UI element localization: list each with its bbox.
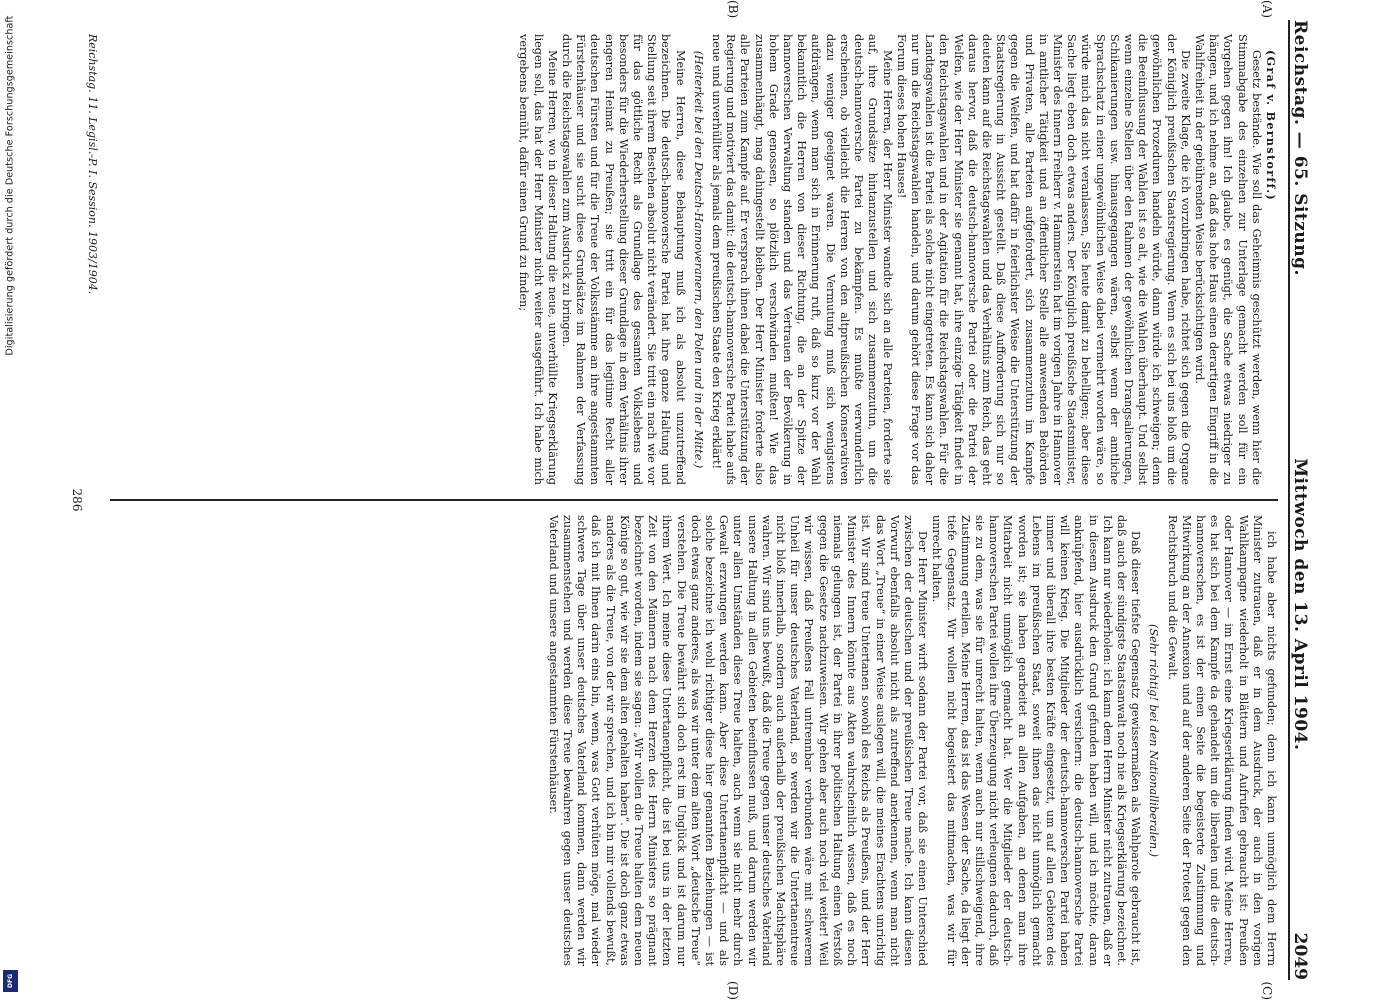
paragraph: Der Herr Minister wirft sodann der Partei vor, daß sie einen Unterschied zwischen der deutschen und der preußischen Treue mache. Ich kann diesen Vorwurf ebenfalls absolut nicht als zutreffend anerkennen, wenn man nicht das Wort „Treue“ in einer Weise auslegen will, die meines Erachtens unrichtig ist. Wir sind treue Untertanen sowohl des Reichs als Preußens, und der Herr Minister des Innern könnte aus Akten wahrscheinlich wissen, daß es noch niemals gelungen ist, der Partei in ihrer politischen Haltung einen Verstoß gegen die Gesetze nachzuweisen. Wir gehen aber auch noch viel weiter! Weil wir wissen, daß Preußens Fall untrennbar verbunden wäre mit schwerem Unheil für unser deutsches Vaterland, so werden wir die Untertanentreue nicht bloß innerhalb, sondern auch außerhalb der preußischen Machtsphäre wahren. Wir sind uns bewußt, daß die Treue gegen unser deutsches Vaterland unsere Haltung in allen Gebieten beeinflussen muß, und darum werden wir unter allen Umständen diese Treue halten, auch wenn sie nicht mehr durch Gewalt erzwungen werden kann. Aber diese Untertanenpflicht — und als solche bezeichne ich wohl richtiger diese hier genannten Beziehungen — ist doch etwas ganz anderes, als was wir unter dem alten Wort „deutsche Treue“ verstehen. Die Treue bewährt sich doch erst im Unglück und ist darum nur ihrem Wert. Ich meine diese Untertanenpflicht, die ist bei uns in der letzten Zeit von den Männern nach dem Herzen des Herrn Ministers so prägnant bezeichnet worden, indem sie sagen: „Wir wollen die Treue halten dem neuen Könige so gut, wie wir sie dem alten gehalten haben“. Die ist doch ganz etwas anderes als die Treue, von der wir sprechen, und ich bin mir vollends bewußt, daß ich mit Ihnen darin eins bin, wenn, was Gott verhüten möge, mal wieder schwere Tage über unser deutsches Vaterland kommen, dann werden wir zusammenstehen und werden diese Treue bewahren gegen unser deutsches Vaterland und unsere angestammten Fürstenhäuser. xyxy=(546,515,930,966)
margin-marker-b: (B) xyxy=(726,0,740,19)
page-header xyxy=(1288,20,1320,980)
paragraph: Gesetz bestände. Wie soll das Geheimnis geschützt werden, wenn hier die Stimmabgabe des einzelnen zur Unterlage gemacht werden soll für ein Vorgehen gegen ihn! Ich glaube, es genügt, die Sache etwas niedriger zu hängen, und ich nehme an, daß das hohe Haus einen derartigen Eingriff in die Wahlfreiheit in der gebührenden Weise berücksichtigen wird. xyxy=(1192,34,1263,485)
right-column xyxy=(110,501,1278,980)
paragraph: Meine Herren, wo in dieser Haltung die neue, unverhüllte Kriegserklärung liegen soll, das hat der Herr Minister nicht weiter ausgeführt. Ich habe mich vergebens bemüht, dafür einen Grund zu finden; xyxy=(517,34,559,485)
footer-page-number: 286 xyxy=(70,488,84,512)
paragraph: Die zweite Klage, die ich vorzubringen habe, richtet sich gegen die Organe der Königlich preußischen Staatsregierung. Wenn es sich bei uns bloß um die gewöhnlichen Prozeduren handeln würde, dann würde ich schweigen; denn die Beeinflussung der Wahlen ist so alt, wie die Wahlen überhaupt. Und selbst wenn einzelne Stellen über den Rahmen der gewöhnlichen Drangsalierungen, Schikanierungen usw. hinausgegangen wären, selbst wenn der amtliche Sprachschatz in einer ungewöhnlichen Weise dabei vermehrt worden wäre, so würde mich das nicht veranlassen, Sie heute damit zu behelligen; aber diese Sache liegt eben doch etwas anders. Der Königlich preußische Staatsminister, Minister des Innern Freiherr v. Hammerstein hat im vorigen Jahre in Hannover in amtlicher Tätigkeit und an öffentlicher Stelle alle anwesenden Behörden und Privaten, alle Parteien aufgefordert, sich zusammenzutun im Kampfe gegen die Welfen, und hat dafür in feierlichster Weise die Unterstützung der Staatsregierung in Aussicht gestellt. Daß diese Aufforderung sich nur so deuten kann auf die Reichstagswahlen und das Verhältnis zum Reich, das geht daraus hervor, daß die deutsch-hannoversche Partei oder die Partei der Welfen, wie der Herr Minister sie genannt hat, ihre einzige Tätigkeit findet in den Reichstagswahlen und in der Agitation für die Reichstagswahlen. Für die Landtagswahlen ist die Partei als solche nicht eingetreten. Es kann sich daher nur um die Reichstagswahlen handeln, und darum gehört diese Frage vor das Forum dieses hohen Hauses! xyxy=(894,34,1192,485)
header-page-number: 2049 xyxy=(1290,932,1310,980)
paragraph: Meine Herren, der Herr Minister wandte sich an alle Parteien, forderte sie auf, ihre Grundsätze hintanzustellen und sich zusammenzutun, um die deutsch-hannoversche Partei zu bekämpfen. Es mußte verwunderlich erscheinen, ob vielleicht die Herren von den altpreußischen Konservativen dazu weniger geeignet waren. Die Vermutung muß sich wenigstens aufdrängen, wenn man sich in Erinnerung ruft, daß so kurz vor der Wahl bekanntlich die Herren von dieser Richtung, die an der Spitze der hannoverschen Verwaltung standen und das Vertrauen der Bevölkerung in hohem Grade genossen, so plötzlich verschwinden mußten! Wie das zusammenhängt, mag dahingestellt bleiben. Der Herr Minister forderte also alle Parteien zum Kampfe auf. Er versprach ihnen dabei die Unterstützung der Regierung und motiviert das damit: die deutsch-hannoversche Partei habe aufs neue und unverhüllter als jemals dem preußischen Staate den Krieg erklärt! xyxy=(710,34,894,485)
audience-reaction: (Sehr richtig! bei den Nationalliberalen.) xyxy=(1147,624,1161,857)
header-session: Reichstag. — 65. Sitzung. xyxy=(1290,20,1310,276)
margin-marker-c: (C) xyxy=(1260,981,1274,1000)
digitization-note: Digitalisierung gefördert durch die Deutsche Forschungsgemeinschaft xyxy=(4,15,16,356)
page-content xyxy=(50,0,1350,1000)
dfg-logo: DFG xyxy=(3,970,18,992)
audience-reaction: (Heiterkeit bei den Deutsch-Hannoveranern, den Polen und in der Mitte.) xyxy=(691,50,705,469)
footer-legislature: Reichstag. 11. Legisl.-P. I. Session. 1903/1904. xyxy=(86,34,99,295)
margin-marker-a: (A) xyxy=(1260,0,1274,19)
margin-marker-d: (D) xyxy=(726,981,740,1000)
scanned-page xyxy=(40,0,1360,1000)
digitization-strip xyxy=(0,0,22,1000)
speaker-label: (Graf v. Bernstorff.) xyxy=(1264,50,1278,201)
left-column xyxy=(110,20,1278,499)
header-date: Mittwoch den 13. April 1904. xyxy=(1290,458,1310,751)
text-columns xyxy=(110,20,1278,980)
paragraph: ich habe aber nichts gefunden; denn ich kann unmöglich dem Herrn Minister zutrauen, daß er in dem Ausdruck, der auch in den vorigen Wahlkampagne wiederholt in Blättern und Aufrufen gebraucht ist: Preußen oder Hannover — im Ernst eine Kriegserklärung finden wird. Meine Herren, es hat sich bei dem Kampfe da gehandelt um die liberalen und die deutsch-hannoverschen, es ist der einen Seite die begeisterte Zustimmung und Mitwirkung an der Annexion und auf der anderen Seite der Protest gegen den Rechtsbruch und die Gewalt. xyxy=(1165,515,1278,966)
paragraph: Meine Herren, diese Behauptung muß ich als absolut unzutreffend bezeichnen. Die deutsch-hannoversche Partei hat ihre ganze Haltung und Stellung seit ihrem Bestehen absolut nicht verändert. Sie tritt ein nach wie vor für das göttliche Recht als Grundlage des gesamten Volkslebens und besonders für die Wiederherstellung dieser Grundlage in dem Verhältnis ihrer engeren Heimat zu Preußen; sie tritt ein für das legitime Recht aller deutschen Fürsten und für die Treue der Volksstämme an ihre angestammten Fürstenhäuser und sie sucht diese Grundsätze im Rahmen der Verfassung durch die Reichstagswahlen zum Ausdruck zu bringen. xyxy=(560,34,687,485)
paragraph: Daß dieser tiefste Gegensatz gewissermaßen als Wahlparole gebraucht ist, daß auch der sündigste Staatsanwalt noch nie als Kriegserklärung bezeichnet. Ich kann nur wiederholen: ich kann dem Herrn Minister nicht zutrauen, daß er in diesem Ausdruck den Grund gefunden haben will, und ich möchte, daran anknüpfend, hier ausdrücklich versichern: die deutsch-hannoversche Partei will keinen Krieg. Die Mitglieder der deutsch-hannoverschen Partei haben immer und überall ihre besten Kräfte eingesetzt, um auf allen Gebieten des Lebens im preußischen Staat, soweit ihnen das nicht unmöglich gemacht worden ist; sie haben gearbeitet an allen Aufgaben, an denen man ihre Mitarbeit nicht unmöglich gemacht hat. Wer die Mitglieder der deutsch-hannoverschen Partei wollen ihre Überzeugung nicht verleugnen dadurch, daß sie zu dem, was sie für unrecht halten, wenn auch nur stillschweigend, ihre Zustimmung erteilen. Meine Herren, das ist das Wesen der Sache, da liegt der tiefe Gegensatz. Wir wollen nicht begeistert das mitmachen, was wir für unrecht halten. xyxy=(930,515,1143,966)
